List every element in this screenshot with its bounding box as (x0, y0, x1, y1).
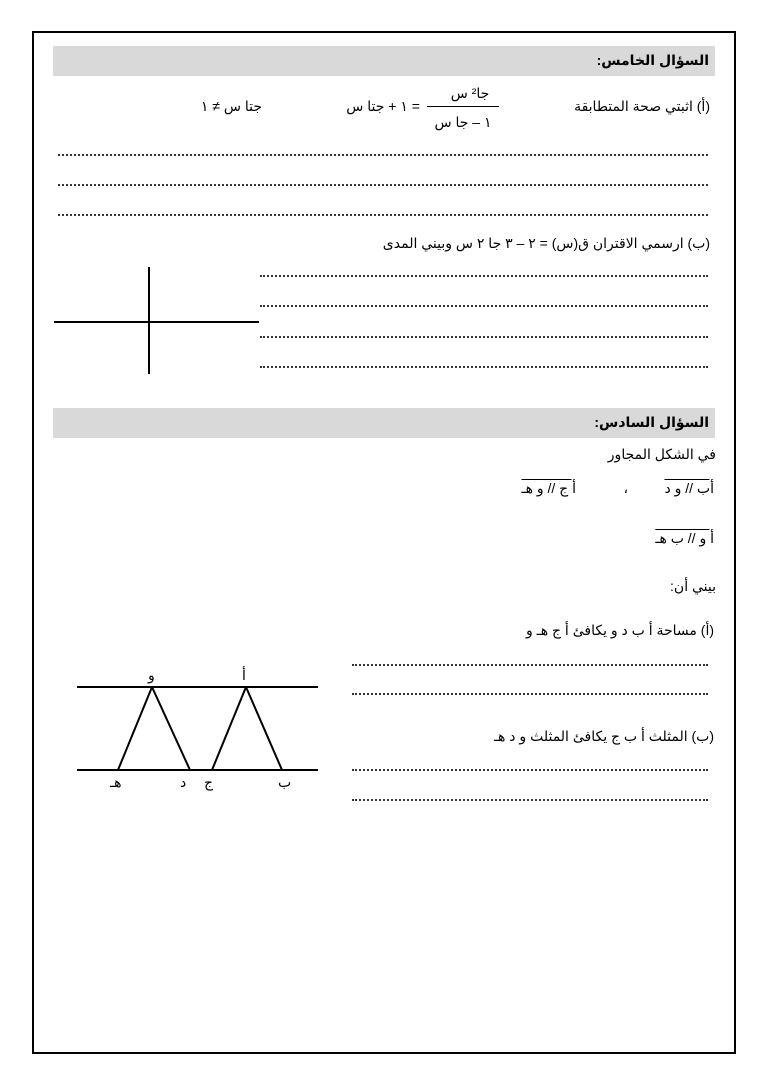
answer-line (58, 214, 708, 216)
x-axis (54, 321, 259, 323)
q6-intro: في الشكل المجاور (607, 446, 716, 462)
q5-part-a-label: (أ) اثبتي صحة المتطابقة (574, 98, 710, 114)
answer-line (352, 664, 708, 666)
given-parallel-2: أ ج // و هـ (521, 480, 576, 496)
answer-line (260, 366, 708, 368)
answer-line (352, 693, 708, 695)
question-5-header (53, 46, 715, 76)
q6-part-b: (ب) المثلث أ ب ج يكافئ المثلث و د هـ (493, 728, 714, 744)
label-alef: أ (242, 667, 246, 683)
answer-line (58, 154, 708, 156)
answer-line (58, 184, 708, 186)
given-separator: ، (623, 480, 628, 496)
fraction-denominator: ١ – جا س (434, 114, 492, 130)
given-parallel-3: أ و // ب هـ (655, 530, 714, 546)
label-h: هـ (110, 774, 122, 790)
answer-line (260, 336, 708, 338)
segment-w-d (152, 687, 190, 770)
label-d: د (180, 774, 187, 790)
segment-a-b (246, 687, 282, 770)
parallel-lines-figure (70, 665, 330, 795)
segment-a-j (212, 687, 246, 770)
question-6-header (53, 408, 715, 438)
label-w: و (148, 667, 155, 683)
identity-condition: جتا س ≠ ١ (200, 98, 262, 114)
answer-line (260, 305, 708, 307)
answer-line (352, 799, 708, 801)
label-j: ج (204, 774, 214, 790)
given-parallel-1: أب // و د (664, 480, 714, 496)
answer-line (352, 769, 708, 771)
label-b: ب (278, 774, 292, 790)
segment-w-h (118, 687, 152, 770)
identity-rhs: = ١ + جتا س (346, 98, 420, 114)
question-5-title: السؤال الخامس: (596, 52, 709, 68)
answer-line (260, 275, 708, 277)
fraction-bar (427, 106, 499, 107)
question-6-title: السؤال السادس: (594, 414, 709, 430)
q6-show-prompt: بيني أن: (670, 578, 716, 594)
q6-part-a: (أ) مساحة أ ب د و يكافئ أ ج هـ و (525, 622, 714, 638)
fraction-numerator: جا² س (450, 85, 490, 101)
q5-part-b-label: (ب) ارسمي الاقتران ق(س) = ٢ – ٣ جا ٢ س وبيني المدى (382, 235, 710, 251)
